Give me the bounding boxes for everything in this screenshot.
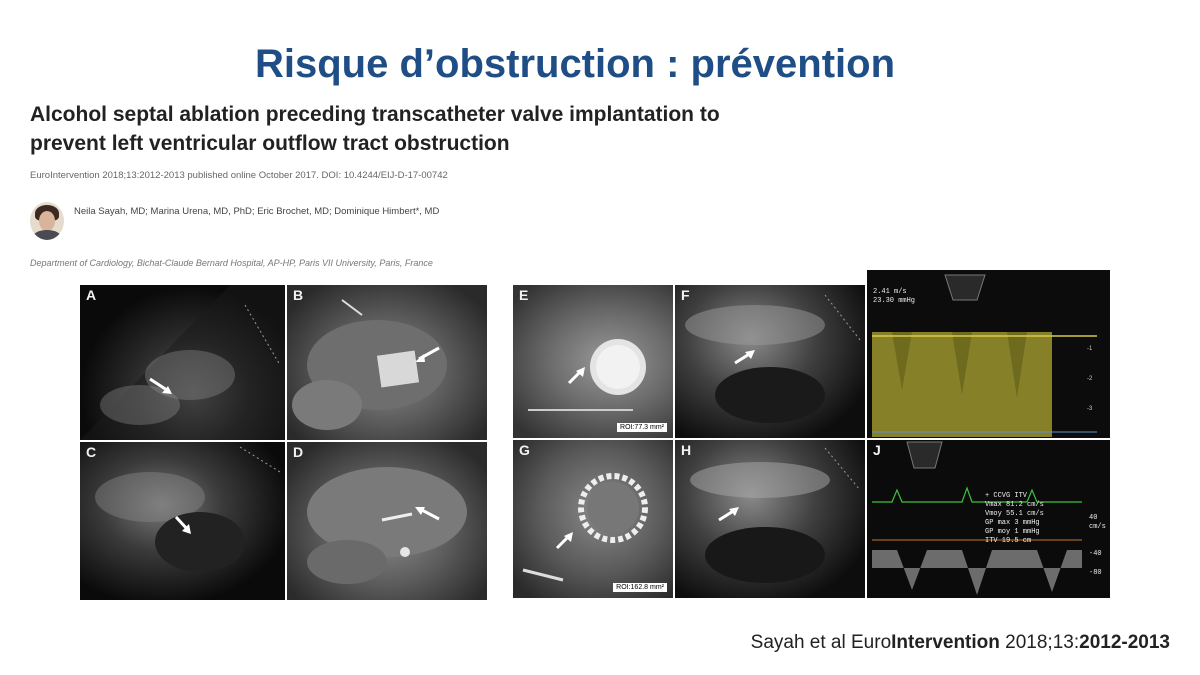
- svg-text:-2: -2: [1087, 376, 1093, 382]
- arrow-icon: [412, 345, 442, 365]
- doppler-readout-j: + CCVG ITV Vmax 81.2 cm/s Vmoy 55.1 cm/s GP max 3 mmHg GP moy 1 mmHg ITV 19.5 cm: [985, 492, 1044, 545]
- svg-text:-3: -3: [1087, 406, 1093, 412]
- figure-panel-b: [287, 285, 487, 440]
- panel-label-b: B: [293, 287, 304, 303]
- panel-label-g: G: [519, 442, 530, 458]
- figure-panel-g: [513, 440, 673, 598]
- arrow-icon: [715, 504, 741, 524]
- figure-panel-a: [80, 285, 285, 440]
- arrow-icon: [148, 377, 178, 397]
- panel-label-a: A: [86, 287, 97, 303]
- reference-citation: Sayah et al EuroIntervention 2018;13:2012-2013: [750, 632, 1170, 653]
- arrow-icon: [412, 504, 442, 524]
- arrow-icon: [565, 365, 587, 387]
- doppler-scale-j: 40 cm/s -40 -80: [1089, 514, 1106, 577]
- panel-label-c: C: [86, 444, 97, 460]
- figure-panel-j: [867, 440, 1110, 598]
- panel-label-f: F: [681, 287, 690, 303]
- affiliation: Department of Cardiology, Bichat-Claude Bernard Hospital, AP-HP, Paris VII University, Paris, France: [30, 258, 433, 268]
- arrow-icon: [172, 514, 196, 536]
- slide-title: Risque d’obstruction : prévention: [254, 42, 896, 86]
- citation-meta: EuroIntervention 2018;13:2012-2013 published online October 2017. DOI: 10.4244/EIJ-D-17-00742: [30, 170, 448, 181]
- figure-panel-f: [675, 285, 865, 438]
- doppler-panel-top: [867, 270, 1110, 438]
- panel-label-j: J: [873, 442, 881, 458]
- roi-label-g: ROI:162.8 mm²: [613, 583, 667, 592]
- svg-text:-1: -1: [1087, 346, 1093, 352]
- authors-line: Neila Sayah, MD; Marina Urena, MD, PhD; Eric Brochet, MD; Dominique Himbert*, MD: [74, 206, 440, 217]
- roi-label-e: ROI:77.3 mm²: [617, 423, 667, 432]
- doppler-readout-f: 2.41 m/s 23.30 mmHg: [873, 288, 916, 305]
- arrow-icon: [731, 347, 757, 367]
- arrow-icon: [553, 530, 575, 552]
- figure-panel-h: [675, 440, 865, 598]
- panel-label-h: H: [681, 442, 692, 458]
- figure-panel-c: [80, 442, 285, 600]
- panel-label-e: E: [519, 287, 529, 303]
- author-avatar: [30, 202, 64, 240]
- figure-panel-e: [513, 285, 673, 438]
- panel-label-d: D: [293, 444, 304, 460]
- paper-title: Alcohol septal ablation preceding transcatheter valve implantation to prevent left ventricular outflow tract obstruction: [30, 103, 720, 155]
- figure-panel-d: [287, 442, 487, 600]
